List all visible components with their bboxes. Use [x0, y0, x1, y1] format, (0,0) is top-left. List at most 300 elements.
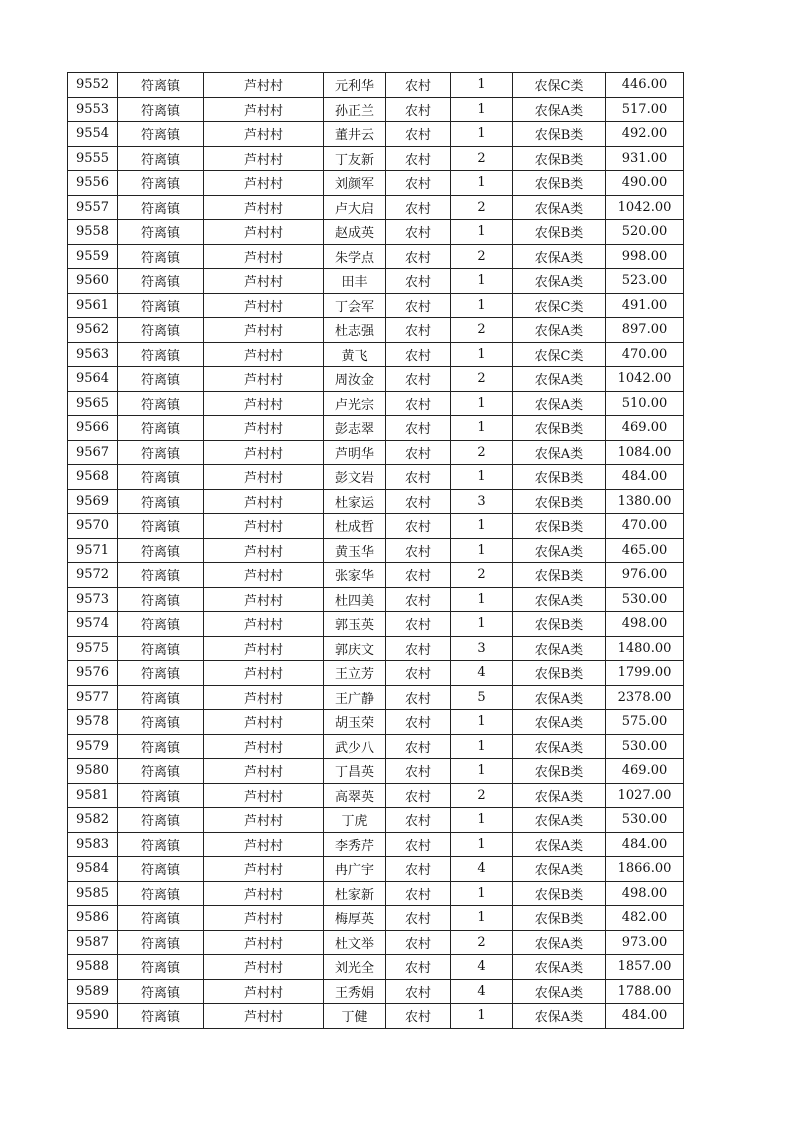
cell-name: 武少八 — [324, 734, 386, 759]
cell-name: 梅厚英 — [324, 906, 386, 931]
cell-name: 刘光全 — [324, 955, 386, 980]
cell-town: 符离镇 — [118, 146, 204, 171]
cell-count: 2 — [451, 930, 513, 955]
cell-name: 郭庆文 — [324, 636, 386, 661]
cell-type: 农村 — [386, 73, 451, 98]
cell-town: 符离镇 — [118, 808, 204, 833]
cell-village: 芦村村 — [204, 318, 324, 343]
cell-village: 芦村村 — [204, 489, 324, 514]
cell-amount: 530.00 — [606, 587, 684, 612]
table-row — [68, 465, 684, 490]
cell-count: 4 — [451, 857, 513, 882]
cell-type: 农村 — [386, 269, 451, 294]
cell-village: 芦村村 — [204, 808, 324, 833]
table-row — [68, 342, 684, 367]
cell-count: 1 — [451, 171, 513, 196]
cell-amount: 517.00 — [606, 97, 684, 122]
cell-category: 农保C类 — [513, 293, 606, 318]
cell-type: 农村 — [386, 440, 451, 465]
cell-amount: 491.00 — [606, 293, 684, 318]
table-row — [68, 171, 684, 196]
cell-id: 9586 — [68, 906, 118, 931]
cell-town: 符离镇 — [118, 661, 204, 686]
cell-name: 胡玉荣 — [324, 710, 386, 735]
cell-town: 符离镇 — [118, 906, 204, 931]
cell-type: 农村 — [386, 171, 451, 196]
cell-name: 丁会军 — [324, 293, 386, 318]
table-row — [68, 1004, 684, 1029]
cell-town: 符离镇 — [118, 465, 204, 490]
cell-village: 芦村村 — [204, 195, 324, 220]
cell-amount: 1380.00 — [606, 489, 684, 514]
cell-name: 杜文举 — [324, 930, 386, 955]
cell-amount: 976.00 — [606, 563, 684, 588]
cell-town: 符离镇 — [118, 171, 204, 196]
cell-name: 杜家新 — [324, 881, 386, 906]
cell-category: 农保A类 — [513, 195, 606, 220]
cell-town: 符离镇 — [118, 636, 204, 661]
cell-id: 9561 — [68, 293, 118, 318]
cell-village: 芦村村 — [204, 269, 324, 294]
cell-amount: 484.00 — [606, 1004, 684, 1029]
cell-type: 农村 — [386, 367, 451, 392]
cell-village: 芦村村 — [204, 1004, 324, 1029]
table-row — [68, 146, 684, 171]
cell-town: 符离镇 — [118, 97, 204, 122]
cell-type: 农村 — [386, 563, 451, 588]
cell-count: 1 — [451, 465, 513, 490]
cell-id: 9584 — [68, 857, 118, 882]
cell-town: 符离镇 — [118, 685, 204, 710]
cell-name: 芦明华 — [324, 440, 386, 465]
cell-town: 符离镇 — [118, 1004, 204, 1029]
cell-amount: 484.00 — [606, 465, 684, 490]
table-row — [68, 293, 684, 318]
table-row — [68, 587, 684, 612]
cell-amount: 498.00 — [606, 612, 684, 637]
table-row — [68, 416, 684, 441]
cell-village: 芦村村 — [204, 832, 324, 857]
cell-id: 9583 — [68, 832, 118, 857]
cell-id: 9555 — [68, 146, 118, 171]
cell-id: 9590 — [68, 1004, 118, 1029]
cell-count: 1 — [451, 97, 513, 122]
cell-town: 符离镇 — [118, 293, 204, 318]
cell-town: 符离镇 — [118, 930, 204, 955]
cell-category: 农保A类 — [513, 367, 606, 392]
cell-name: 丁昌英 — [324, 759, 386, 784]
table-row — [68, 759, 684, 784]
cell-type: 农村 — [386, 122, 451, 147]
cell-category: 农保B类 — [513, 563, 606, 588]
cell-name: 田丰 — [324, 269, 386, 294]
cell-name: 杜家运 — [324, 489, 386, 514]
cell-category: 农保A类 — [513, 244, 606, 269]
cell-id: 9581 — [68, 783, 118, 808]
cell-name: 丁虎 — [324, 808, 386, 833]
cell-category: 农保A类 — [513, 783, 606, 808]
cell-type: 农村 — [386, 97, 451, 122]
cell-name: 元利华 — [324, 73, 386, 98]
cell-amount: 465.00 — [606, 538, 684, 563]
cell-village: 芦村村 — [204, 930, 324, 955]
cell-type: 农村 — [386, 514, 451, 539]
cell-name: 郭玉英 — [324, 612, 386, 637]
cell-amount: 469.00 — [606, 759, 684, 784]
cell-id: 9580 — [68, 759, 118, 784]
cell-category: 农保A类 — [513, 538, 606, 563]
cell-count: 5 — [451, 685, 513, 710]
cell-town: 符离镇 — [118, 367, 204, 392]
cell-town: 符离镇 — [118, 979, 204, 1004]
table-row — [68, 391, 684, 416]
cell-town: 符离镇 — [118, 440, 204, 465]
cell-name: 黄飞 — [324, 342, 386, 367]
table-row — [68, 220, 684, 245]
cell-id: 9563 — [68, 342, 118, 367]
cell-amount: 469.00 — [606, 416, 684, 441]
cell-type: 农村 — [386, 342, 451, 367]
cell-amount: 1027.00 — [606, 783, 684, 808]
cell-type: 农村 — [386, 906, 451, 931]
table-row — [68, 783, 684, 808]
cell-id: 9578 — [68, 710, 118, 735]
cell-count: 3 — [451, 636, 513, 661]
cell-name: 董井云 — [324, 122, 386, 147]
cell-amount: 1866.00 — [606, 857, 684, 882]
cell-village: 芦村村 — [204, 759, 324, 784]
cell-type: 农村 — [386, 587, 451, 612]
cell-id: 9571 — [68, 538, 118, 563]
cell-name: 周汝金 — [324, 367, 386, 392]
cell-village: 芦村村 — [204, 612, 324, 637]
table-row — [68, 857, 684, 882]
cell-amount: 484.00 — [606, 832, 684, 857]
cell-type: 农村 — [386, 685, 451, 710]
cell-name: 朱学点 — [324, 244, 386, 269]
cell-id: 9585 — [68, 881, 118, 906]
table-row — [68, 269, 684, 294]
table-row — [68, 563, 684, 588]
cell-village: 芦村村 — [204, 857, 324, 882]
cell-amount: 490.00 — [606, 171, 684, 196]
cell-amount: 520.00 — [606, 220, 684, 245]
cell-town: 符离镇 — [118, 783, 204, 808]
cell-town: 符离镇 — [118, 195, 204, 220]
cell-name: 卢大启 — [324, 195, 386, 220]
cell-count: 2 — [451, 440, 513, 465]
table-row — [68, 808, 684, 833]
cell-category: 农保B类 — [513, 661, 606, 686]
cell-category: 农保B类 — [513, 514, 606, 539]
cell-town: 符离镇 — [118, 538, 204, 563]
cell-category: 农保A类 — [513, 857, 606, 882]
cell-amount: 510.00 — [606, 391, 684, 416]
cell-count: 1 — [451, 269, 513, 294]
cell-amount: 973.00 — [606, 930, 684, 955]
cell-name: 杜志强 — [324, 318, 386, 343]
cell-name: 王广静 — [324, 685, 386, 710]
cell-name: 赵成英 — [324, 220, 386, 245]
cell-id: 9587 — [68, 930, 118, 955]
cell-village: 芦村村 — [204, 538, 324, 563]
cell-amount: 492.00 — [606, 122, 684, 147]
cell-village: 芦村村 — [204, 244, 324, 269]
cell-category: 农保B类 — [513, 906, 606, 931]
table-row — [68, 538, 684, 563]
table-row — [68, 318, 684, 343]
cell-category: 农保A类 — [513, 636, 606, 661]
cell-amount: 931.00 — [606, 146, 684, 171]
cell-type: 农村 — [386, 538, 451, 563]
cell-village: 芦村村 — [204, 587, 324, 612]
cell-amount: 523.00 — [606, 269, 684, 294]
cell-category: 农保A类 — [513, 734, 606, 759]
cell-type: 农村 — [386, 636, 451, 661]
cell-amount: 1042.00 — [606, 367, 684, 392]
cell-count: 1 — [451, 832, 513, 857]
cell-category: 农保A类 — [513, 930, 606, 955]
cell-type: 农村 — [386, 955, 451, 980]
table-row — [68, 832, 684, 857]
cell-category: 农保A类 — [513, 587, 606, 612]
cell-village: 芦村村 — [204, 367, 324, 392]
cell-type: 农村 — [386, 734, 451, 759]
table-row — [68, 514, 684, 539]
cell-type: 农村 — [386, 465, 451, 490]
cell-amount: 998.00 — [606, 244, 684, 269]
cell-amount: 1857.00 — [606, 955, 684, 980]
cell-name: 王秀娟 — [324, 979, 386, 1004]
cell-town: 符离镇 — [118, 220, 204, 245]
cell-count: 1 — [451, 293, 513, 318]
cell-count: 2 — [451, 195, 513, 220]
cell-count: 1 — [451, 734, 513, 759]
cell-category: 农保A类 — [513, 955, 606, 980]
table-row — [68, 881, 684, 906]
cell-id: 9562 — [68, 318, 118, 343]
cell-count: 1 — [451, 122, 513, 147]
cell-type: 农村 — [386, 832, 451, 857]
cell-village: 芦村村 — [204, 710, 324, 735]
cell-type: 农村 — [386, 979, 451, 1004]
cell-id: 9566 — [68, 416, 118, 441]
cell-village: 芦村村 — [204, 97, 324, 122]
cell-count: 1 — [451, 906, 513, 931]
cell-count: 4 — [451, 955, 513, 980]
table-row — [68, 195, 684, 220]
cell-type: 农村 — [386, 881, 451, 906]
cell-name: 李秀芹 — [324, 832, 386, 857]
cell-count: 2 — [451, 244, 513, 269]
cell-village: 芦村村 — [204, 293, 324, 318]
cell-name: 冉广宇 — [324, 857, 386, 882]
cell-count: 2 — [451, 318, 513, 343]
table-row — [68, 489, 684, 514]
cell-name: 张家华 — [324, 563, 386, 588]
cell-category: 农保B类 — [513, 122, 606, 147]
cell-category: 农保C类 — [513, 73, 606, 98]
cell-category: 农保B类 — [513, 759, 606, 784]
cell-town: 符离镇 — [118, 416, 204, 441]
table-row — [68, 367, 684, 392]
table-row — [68, 612, 684, 637]
cell-name: 黄玉华 — [324, 538, 386, 563]
cell-village: 芦村村 — [204, 465, 324, 490]
cell-id: 9558 — [68, 220, 118, 245]
table-row — [68, 440, 684, 465]
cell-id: 9552 — [68, 73, 118, 98]
cell-town: 符离镇 — [118, 832, 204, 857]
cell-amount: 530.00 — [606, 808, 684, 833]
cell-type: 农村 — [386, 195, 451, 220]
cell-count: 3 — [451, 489, 513, 514]
cell-id: 9560 — [68, 269, 118, 294]
cell-name: 高翠英 — [324, 783, 386, 808]
cell-name: 杜成哲 — [324, 514, 386, 539]
cell-count: 1 — [451, 514, 513, 539]
cell-village: 芦村村 — [204, 955, 324, 980]
cell-town: 符离镇 — [118, 514, 204, 539]
cell-category: 农保B类 — [513, 881, 606, 906]
cell-amount: 575.00 — [606, 710, 684, 735]
cell-village: 芦村村 — [204, 146, 324, 171]
cell-id: 9572 — [68, 563, 118, 588]
cell-town: 符离镇 — [118, 587, 204, 612]
cell-count: 2 — [451, 146, 513, 171]
cell-name: 彭志翠 — [324, 416, 386, 441]
cell-category: 农保A类 — [513, 269, 606, 294]
cell-town: 符离镇 — [118, 73, 204, 98]
cell-category: 农保A类 — [513, 685, 606, 710]
cell-type: 农村 — [386, 220, 451, 245]
cell-town: 符离镇 — [118, 391, 204, 416]
cell-village: 芦村村 — [204, 73, 324, 98]
cell-type: 农村 — [386, 489, 451, 514]
cell-count: 1 — [451, 612, 513, 637]
table-row — [68, 97, 684, 122]
cell-type: 农村 — [386, 416, 451, 441]
cell-amount: 1480.00 — [606, 636, 684, 661]
table-row — [68, 244, 684, 269]
cell-town: 符离镇 — [118, 244, 204, 269]
cell-name: 彭文岩 — [324, 465, 386, 490]
cell-id: 9569 — [68, 489, 118, 514]
cell-type: 农村 — [386, 783, 451, 808]
cell-category: 农保B类 — [513, 171, 606, 196]
table-row — [68, 955, 684, 980]
cell-type: 农村 — [386, 1004, 451, 1029]
cell-count: 1 — [451, 808, 513, 833]
cell-town: 符离镇 — [118, 489, 204, 514]
cell-count: 1 — [451, 538, 513, 563]
cell-amount: 482.00 — [606, 906, 684, 931]
table-row — [68, 661, 684, 686]
cell-village: 芦村村 — [204, 563, 324, 588]
cell-count: 1 — [451, 342, 513, 367]
cell-type: 农村 — [386, 930, 451, 955]
cell-category: 农保B类 — [513, 146, 606, 171]
cell-amount: 530.00 — [606, 734, 684, 759]
table-body — [68, 73, 684, 1029]
cell-village: 芦村村 — [204, 342, 324, 367]
cell-id: 9573 — [68, 587, 118, 612]
cell-id: 9574 — [68, 612, 118, 637]
table-row — [68, 930, 684, 955]
cell-village: 芦村村 — [204, 979, 324, 1004]
cell-count: 2 — [451, 783, 513, 808]
cell-amount: 470.00 — [606, 514, 684, 539]
cell-name: 刘颜军 — [324, 171, 386, 196]
cell-count: 1 — [451, 1004, 513, 1029]
cell-type: 农村 — [386, 244, 451, 269]
cell-amount: 2378.00 — [606, 685, 684, 710]
cell-category: 农保A类 — [513, 979, 606, 1004]
cell-town: 符离镇 — [118, 563, 204, 588]
cell-village: 芦村村 — [204, 636, 324, 661]
cell-count: 1 — [451, 587, 513, 612]
table-row — [68, 636, 684, 661]
cell-amount: 897.00 — [606, 318, 684, 343]
cell-town: 符离镇 — [118, 612, 204, 637]
table-row — [68, 710, 684, 735]
cell-id: 9564 — [68, 367, 118, 392]
cell-town: 符离镇 — [118, 122, 204, 147]
cell-village: 芦村村 — [204, 416, 324, 441]
cell-id: 9556 — [68, 171, 118, 196]
cell-amount: 1084.00 — [606, 440, 684, 465]
cell-town: 符离镇 — [118, 734, 204, 759]
cell-type: 农村 — [386, 391, 451, 416]
cell-amount: 470.00 — [606, 342, 684, 367]
cell-village: 芦村村 — [204, 440, 324, 465]
cell-town: 符离镇 — [118, 318, 204, 343]
cell-id: 9553 — [68, 97, 118, 122]
cell-amount: 1799.00 — [606, 661, 684, 686]
cell-type: 农村 — [386, 318, 451, 343]
cell-id: 9575 — [68, 636, 118, 661]
cell-type: 农村 — [386, 759, 451, 784]
cell-village: 芦村村 — [204, 685, 324, 710]
cell-category: 农保B类 — [513, 489, 606, 514]
cell-type: 农村 — [386, 146, 451, 171]
cell-category: 农保A类 — [513, 710, 606, 735]
cell-type: 农村 — [386, 710, 451, 735]
cell-name: 王立芳 — [324, 661, 386, 686]
cell-town: 符离镇 — [118, 857, 204, 882]
cell-count: 1 — [451, 710, 513, 735]
cell-village: 芦村村 — [204, 514, 324, 539]
cell-id: 9577 — [68, 685, 118, 710]
table-row — [68, 734, 684, 759]
cell-category: 农保B类 — [513, 220, 606, 245]
cell-name: 丁健 — [324, 1004, 386, 1029]
cell-village: 芦村村 — [204, 661, 324, 686]
cell-id: 9557 — [68, 195, 118, 220]
cell-village: 芦村村 — [204, 391, 324, 416]
cell-id: 9576 — [68, 661, 118, 686]
cell-village: 芦村村 — [204, 220, 324, 245]
cell-type: 农村 — [386, 612, 451, 637]
cell-town: 符离镇 — [118, 342, 204, 367]
cell-name: 杜四美 — [324, 587, 386, 612]
cell-amount: 498.00 — [606, 881, 684, 906]
table-row — [68, 685, 684, 710]
cell-count: 4 — [451, 979, 513, 1004]
cell-name: 孙正兰 — [324, 97, 386, 122]
cell-type: 农村 — [386, 293, 451, 318]
cell-category: 农保B类 — [513, 465, 606, 490]
